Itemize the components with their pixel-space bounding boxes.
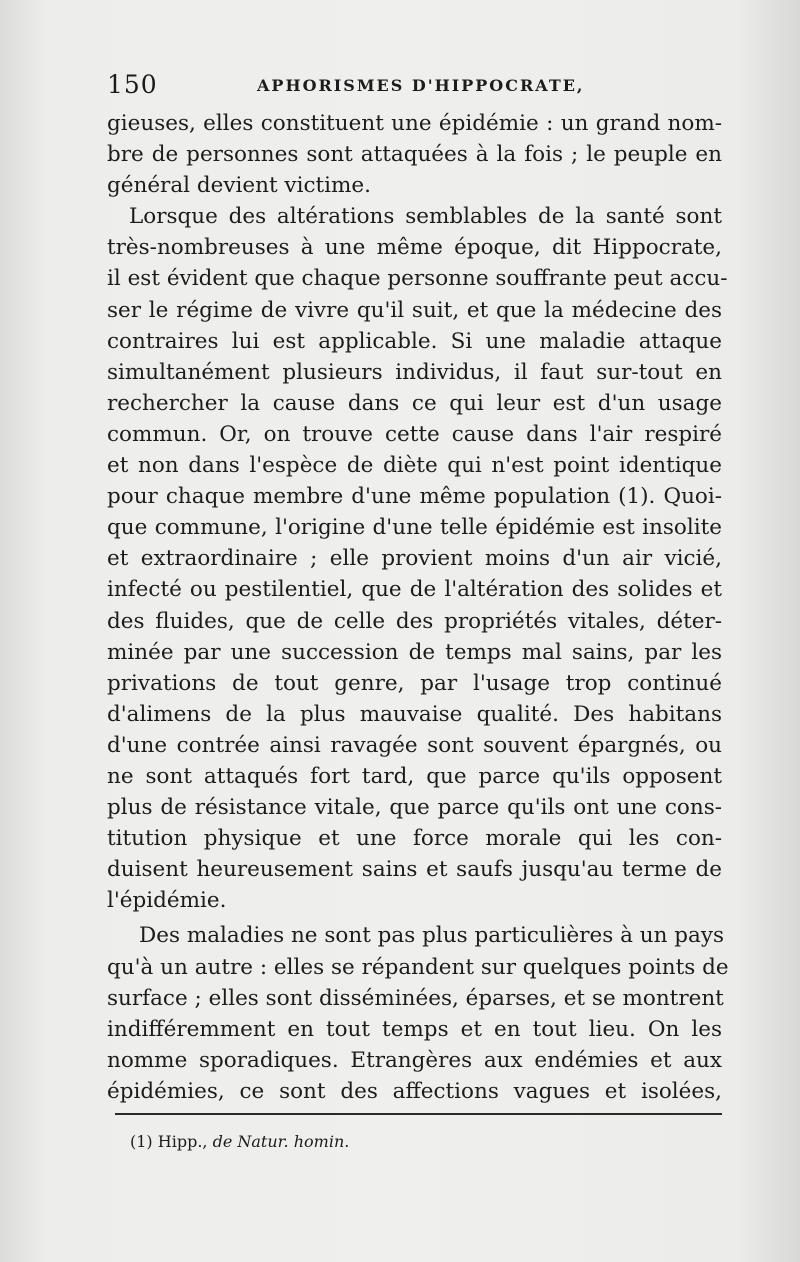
footnote-rule	[115, 1113, 722, 1115]
text-line: ser le régime de vivre qu'il suit, et que la médecine des	[107, 297, 722, 323]
footnote-marker: (1)	[130, 1132, 153, 1151]
text-line: que commune, l'origine d'une telle épidémie est insolite	[107, 515, 722, 541]
text-line: privations de tout genre, par l'usage trop continué	[107, 670, 722, 696]
footnote	[130, 1132, 349, 1151]
text-line: Des maladies ne sont pas plus particulières à un pays	[139, 923, 725, 949]
text-line: d'une contrée ainsi ravagée sont souvent épargnés, ou	[107, 732, 722, 758]
body-text	[107, 108, 729, 1107]
text-line: rechercher la cause dans ce qui leur est d'un usage	[107, 390, 722, 416]
text-line: surface ; elles sont disséminées, éparses, et se montrent	[107, 985, 724, 1011]
page-number: 150	[107, 70, 158, 99]
text-line: infecté ou pestilentiel, que de l'altération des solides et	[107, 577, 722, 603]
text-line: et extraordinaire ; elle provient moins d'un air vicié,	[107, 546, 722, 572]
text-line: épidémies, ce sont des affections vagues et isolées,	[107, 1078, 722, 1104]
text-line: très-nombreuses à une même époque, dit Hippocrate,	[107, 235, 722, 261]
text-line: d'alimens de la plus mauvaise qualité. Des habitans	[107, 701, 722, 727]
text-line: simultanément plusieurs individus, il faut sur-tout en	[107, 359, 722, 385]
footnote-work: de Natur. homin.	[212, 1132, 350, 1151]
text-line: pour chaque membre d'une même population (1). Quoi-	[107, 484, 722, 510]
text-line: duisent heureusement sains et saufs jusqu'au terme de	[107, 857, 722, 883]
text-line: bre de personnes sont attaquées à la fois ; le peuple en	[107, 142, 722, 168]
text-line: gieuses, elles constituent une épidémie : un grand nom-	[107, 111, 722, 136]
text-line: des fluides, que de celle des propriétés vitales, déter-	[107, 608, 722, 634]
text-line: qu'à un autre : elles se répandent sur quelques points de	[107, 954, 729, 980]
text-line: minée par une succession de temps mal sains, par les	[107, 639, 722, 665]
text-line: nomme sporadiques. Etrangères aux endémies et aux	[107, 1047, 722, 1073]
text-line: commun. Or, on trouve cette cause dans l'air respiré	[107, 421, 722, 447]
text-line: titution physique et une force morale qui les con-	[107, 826, 722, 852]
text-line: et non dans l'espèce de diète qui n'est point identique	[107, 453, 722, 479]
text-line: contraires lui est applicable. Si une maladie attaque	[107, 328, 722, 354]
text-line: l'épidémie.	[107, 888, 227, 914]
text-line: Lorsque des altérations semblables de la santé sont	[129, 204, 722, 230]
running-head: APHORISMES D'HIPPOCRATE,	[257, 76, 585, 95]
footnote-author: Hipp.,	[157, 1132, 208, 1151]
text-line: ne sont attaqués fort tard, que parce qu'ils opposent	[107, 763, 722, 789]
text-line: général devient victime.	[107, 173, 371, 199]
page-header	[107, 70, 722, 100]
text-line: indifféremment en tout temps et en tout lieu. On les	[107, 1016, 722, 1042]
text-line: il est évident que chaque personne souffrante peut accu-	[107, 266, 728, 292]
text-line: plus de résistance vitale, que parce qu'ils ont une cons-	[107, 795, 722, 821]
